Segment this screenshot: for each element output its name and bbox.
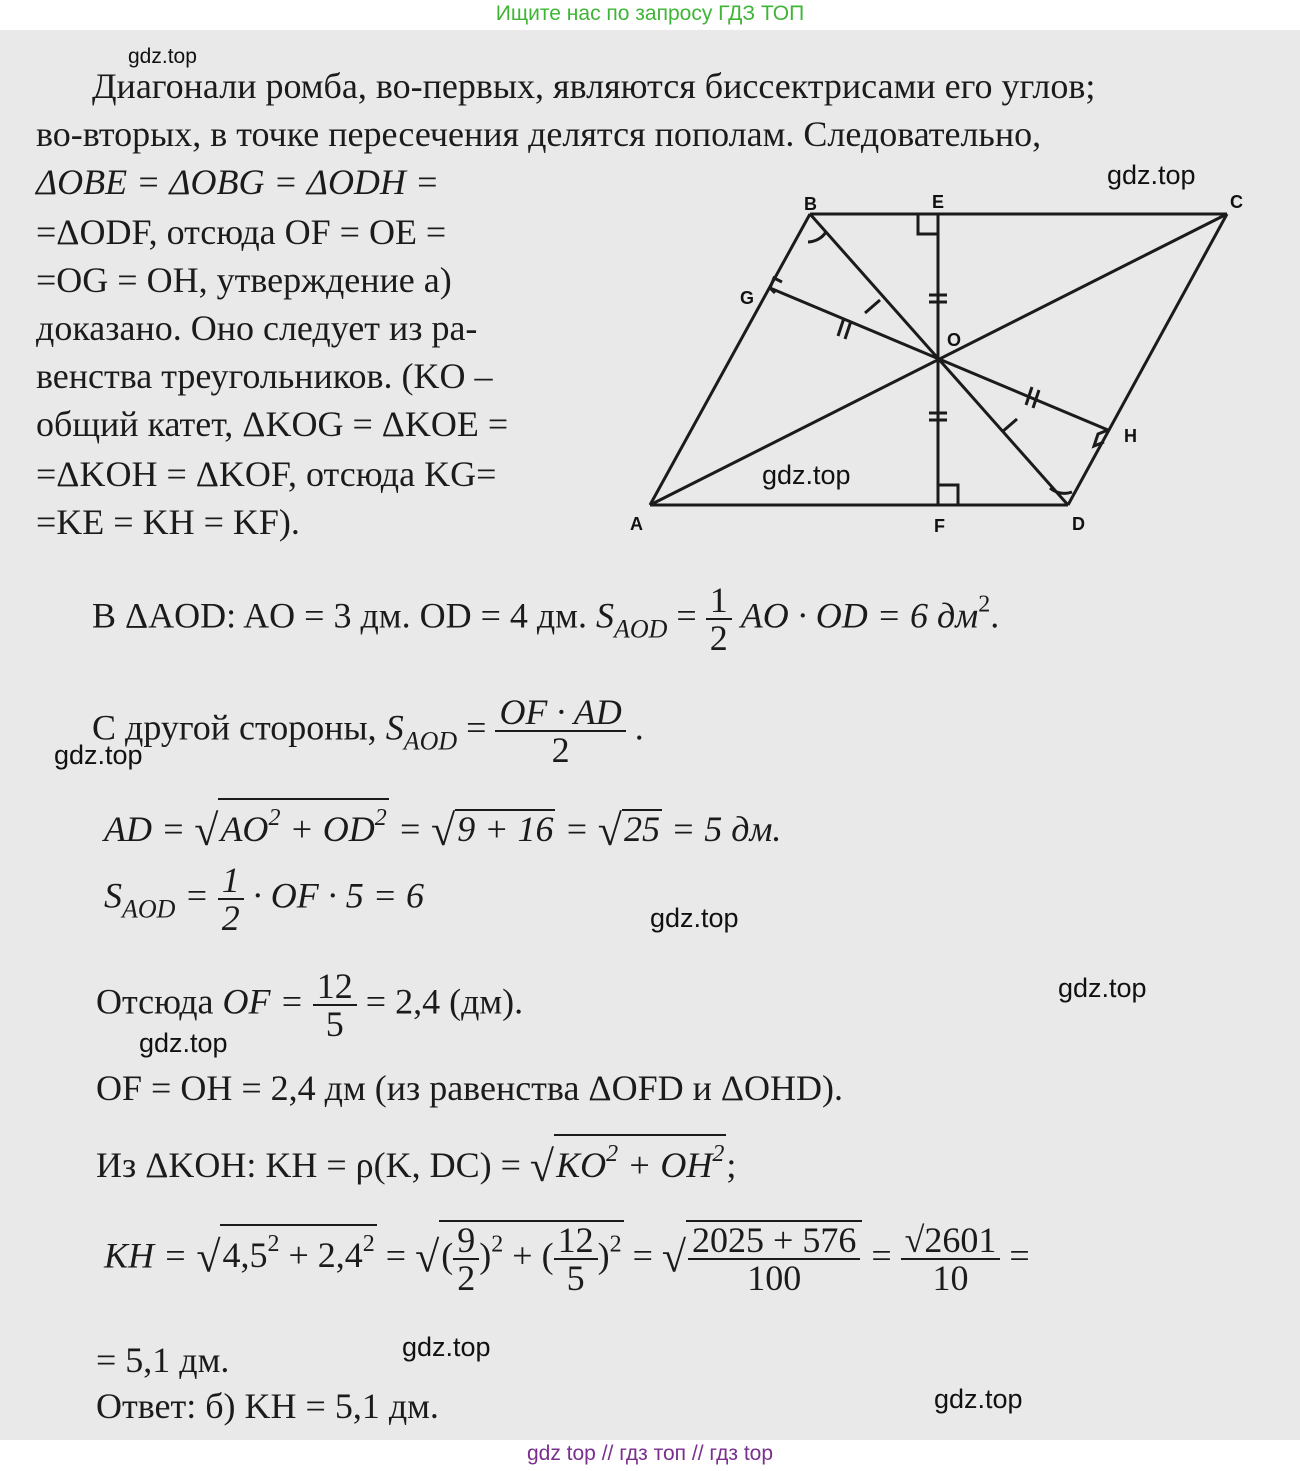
s-of-line: $S_{AOD}$ = $\frac{1}{2}$ · OF · 5 = 6	[104, 860, 425, 938]
watermark: gdz.top	[1107, 160, 1196, 190]
para-line: венства треугольников. (KO –	[36, 356, 493, 396]
para-line: ΔOBE = ΔOBG = ΔODH =	[36, 162, 440, 202]
label-e: E	[932, 192, 945, 212]
label-f: F	[934, 516, 945, 536]
side-cd	[1068, 214, 1227, 505]
kh-result-line: = 5,1 дм.	[96, 1340, 230, 1380]
of-result-line: Отсюда OF = $\frac{12}{5}$ = 2,4 (дм).	[96, 966, 524, 1044]
para-line: =KE = KH = KF).	[36, 502, 300, 542]
label-a: A	[630, 514, 643, 534]
label-h: H	[1124, 426, 1137, 446]
of-oh-line: OF = OH = 2,4 дм (из равенства ΔOFD и ΔOHD).	[96, 1068, 843, 1108]
label-d: D	[1072, 514, 1085, 534]
para-line: общий катет, ΔKOG = ΔKOE =	[36, 404, 509, 444]
para-line: Диагонали ромба, во-первых, являются биссектрисами его углов;	[92, 66, 1096, 106]
footer-links[interactable]: gdz top // гдз топ // гдз top	[0, 1440, 1300, 1471]
ad-line: AD = $√AO^2 + OD^2 = √9 + 16 = √25 = 5$ дм.	[104, 798, 781, 851]
para-line: во-вторых, в точке пересечения делятся пополам. Следовательно,	[36, 114, 1042, 154]
watermark: gdz.top	[934, 1384, 1023, 1414]
para-line: =OG = OH, утверждение а)	[36, 260, 452, 300]
top-banner[interactable]: Ищите нас по запросу ГДЗ ТОП	[495, 2, 805, 25]
label-o: O	[947, 330, 962, 350]
answer-line: Ответ: б) KH = 5,1 дм.	[96, 1386, 439, 1426]
label-b: B	[804, 194, 817, 214]
para-line: доказано. Оно следует из ра-	[36, 308, 478, 348]
watermark: gdz.top	[54, 740, 143, 770]
watermark: gdz.top	[128, 45, 197, 68]
kh-def-line: Из ΔKOH: KH = ρ(K, $DC) = √KO^2 + OH^2$;	[96, 1134, 736, 1187]
watermark: gdz.top	[762, 460, 851, 490]
watermark: gdz.top	[650, 903, 739, 933]
rhombus-figure	[620, 180, 1270, 540]
para-line: =ΔODF, отсюда OF = OE =	[36, 212, 447, 252]
watermark: gdz.top	[1058, 973, 1147, 1003]
watermark: gdz.top	[402, 1332, 491, 1362]
aod-line: В ΔAOD: AO = 3 дм. OD = 4 дм. $S_{AOD}$ = $\frac{1}{2}$ AO · OD = 6 $дм^2$.	[92, 580, 1000, 658]
watermark: gdz.top	[139, 1028, 228, 1058]
label-g: G	[740, 288, 755, 308]
kh-calc-line: KH = $√4,5^2 + 2,4^2$ = √( $\frac{9}{2}$ )$^2$ + ( $\frac{12}{5}$ )$^2$ = √ $\frac{2025 + 576}{100}$ = $\frac{√2601}{10}$ =	[104, 1220, 1030, 1298]
para-line: =ΔKOH = ΔKOF, отсюда KG=	[36, 454, 497, 494]
label-c: C	[1230, 192, 1243, 212]
other-side-line: С другой стороны, $S_{AOD}$ = $\frac{OF \cdot AD}{2}$ .	[92, 692, 644, 770]
scanned-page	[0, 30, 1300, 1440]
side-ab	[650, 214, 810, 505]
